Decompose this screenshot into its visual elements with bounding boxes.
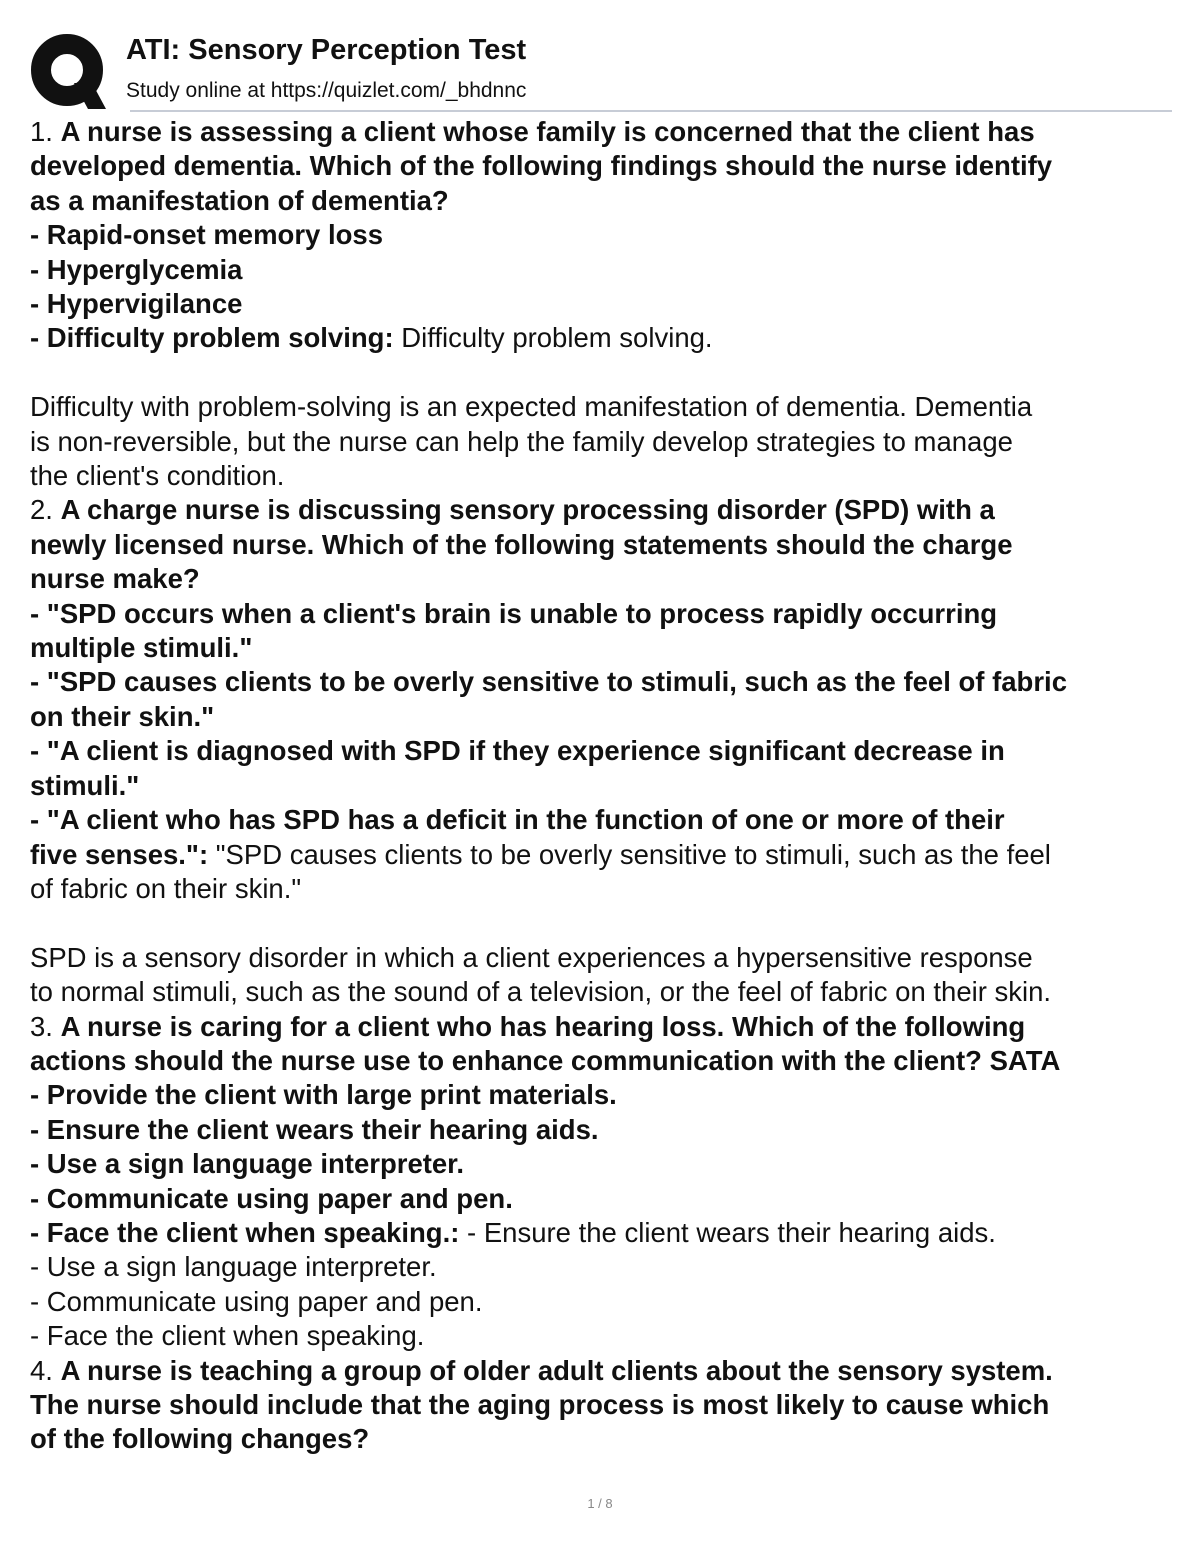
question-line [30,115,1175,149]
option: multiple stimuli." [30,632,253,664]
explanation-line: Difficulty with problem-solving is an expected manifestation of dementia. Dementia [30,391,1033,423]
page-header [30,30,1172,112]
card-3 [30,1010,1175,1354]
option: - Use a sign language interpreter. [30,1148,465,1180]
question-number: 2. [30,494,61,526]
question-line: newly licensed nurse. Which of the following statements should the charge [30,528,1013,560]
answer-text: "SPD causes clients to be overly sensitive to stimuli, such as the feel [208,838,1051,870]
blank-line [30,906,1175,940]
answer-line: of fabric on their skin." [30,872,302,904]
question-number: 3. [30,1010,61,1042]
page-title: ATI: Sensory Perception Test [126,34,527,66]
question-text: A nurse is assessing a client whose family is concerned that the client has [60,116,1035,147]
option: - Ensure the client wears their hearing aids. [30,1113,599,1145]
study-online-link[interactable]: Study online at https://quizlet.com/_bhdnnc [126,79,527,102]
option: - Rapid-onset memory loss [30,219,383,251]
quizlet-logo-icon [30,33,108,111]
question-line: developed dementia. Which of the following findings should the nurse identify [30,150,1053,182]
question-line [30,1010,1175,1044]
card-4 [30,1354,1175,1457]
question-number: 4. [30,1354,61,1386]
answer-line: - Use a sign language interpreter. [30,1251,437,1283]
card-2 [30,493,1175,1009]
page-number: 1 / 8 [587,1496,613,1511]
answer-line: - Communicate using paper and pen. [30,1285,483,1317]
option: - "SPD causes clients to be overly sensitive to stimuli, such as the feel of fabric [30,666,1067,698]
option: on their skin." [30,700,215,732]
option [30,838,1175,872]
question-line: of the following changes? [30,1423,370,1455]
explanation-line: to normal stimuli, such as the sound of a television, or the feel of fabric on their skin. [30,976,1052,1008]
question-text: A charge nurse is discussing sensory processing disorder (SPD) with a [60,494,995,526]
question-line: as a manifestation of dementia? [30,184,449,216]
option-text: - Face the client when speaking.: [30,1216,460,1248]
option: stimuli." [30,769,140,801]
answer-text: Difficulty problem solving. [393,322,713,354]
header-divider [130,110,1172,112]
question-line: actions should the nurse use to enhance communication with the client? SATA [30,1044,1061,1076]
option: - "A client who has SPD has a deficit in the function of one or more of their [30,804,1005,836]
explanation-line: the client's condition. [30,460,285,492]
option: - Communicate using paper and pen. [30,1182,513,1214]
question-line: nurse make? [30,563,200,595]
flashcard-list [30,115,1175,1457]
explanation-line: is non-reversible, but the nurse can help the family develop strategies to manage [30,425,1013,457]
option: - Hypervigilance [30,288,243,320]
option: - Hyperglycemia [30,253,243,285]
question-number: 1. [30,116,61,147]
option-text: - Difficulty problem solving: [30,322,394,354]
option: - Provide the client with large print materials. [30,1079,617,1111]
blank-line [30,356,1175,390]
question-line: The nurse should include that the aging process is most likely to cause which [30,1389,1050,1420]
option-text: five senses.": [30,838,209,870]
option: - "SPD occurs when a client's brain is unable to process rapidly occurring [30,597,998,629]
question-line [30,1354,1175,1388]
option [30,321,1175,355]
answer-line: - Face the client when speaking. [30,1320,425,1352]
answer-text: - Ensure the client wears their hearing aids. [459,1216,996,1248]
question-text: A nurse is caring for a client who has hearing loss. Which of the following [60,1010,1026,1042]
option [30,1216,1175,1250]
question-line [30,493,1175,527]
question-text: A nurse is teaching a group of older adult clients about the sensory system. [60,1354,1053,1386]
explanation-line: SPD is a sensory disorder in which a client experiences a hypersensitive response [30,941,1033,973]
option: - "A client is diagnosed with SPD if they experience significant decrease in [30,735,1005,767]
card-1 [30,115,1175,493]
